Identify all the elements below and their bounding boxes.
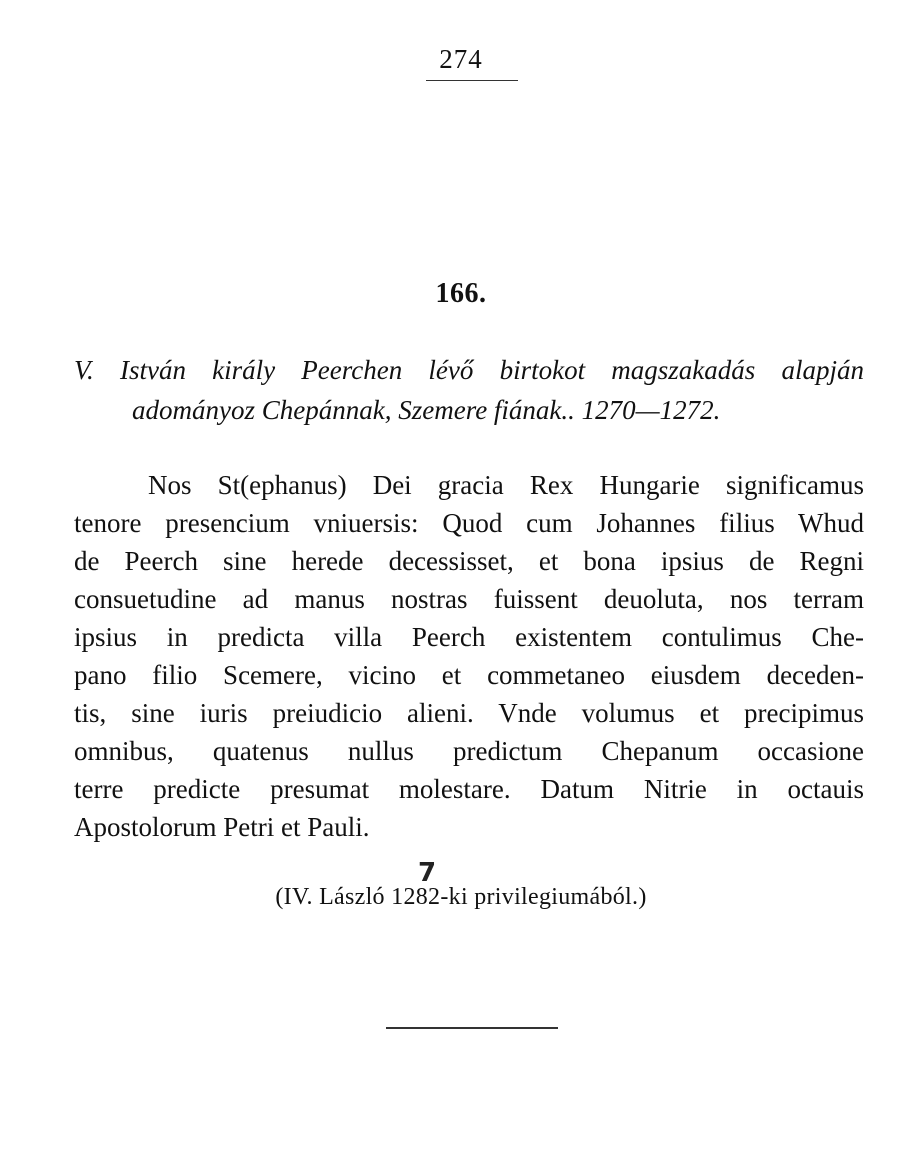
- page-number-rule: [426, 80, 518, 81]
- source-note: (IV. László 1282-ki privilegiumából.): [275, 884, 647, 910]
- document-number: 166.: [435, 278, 487, 309]
- page-number: 274: [439, 44, 483, 74]
- text-line: de Peerch sine herede decessisset, et bona ipsius de Regni: [74, 546, 864, 576]
- text-line: consuetudine ad manus nostras fuissent deuoluta, nos terram: [74, 584, 864, 614]
- end-rule: [386, 1027, 558, 1029]
- text-line: Nos St(ephanus) Dei gracia Rex Hungarie significamus: [148, 470, 864, 500]
- text-line: tis, sine iuris preiudicio alieni. Vnde volumus et precipimus: [74, 698, 864, 728]
- heading-line-1: V. István király Peerchen lévő birtokot magszakadás alapján: [74, 355, 864, 385]
- heading-line-2: adományoz Chepánnak, Szemere fiának.. 1270—1272.: [132, 395, 721, 425]
- charter-text: [74, 466, 864, 846]
- handwritten-correction: 7: [418, 858, 437, 888]
- text-line: Apostolorum Petri et Pauli.: [74, 812, 370, 842]
- text-line: tenore presencium vniuersis: Quod cum Johannes filius Whud: [74, 508, 864, 538]
- text-line: ipsius in predicta villa Peerch existentem contulimus Che-: [74, 622, 864, 652]
- text-line: pano filio Scemere, vicino et commetaneo eiusdem deceden-: [74, 660, 864, 690]
- text-line: omnibus, quatenus nullus predictum Chepanum occasione: [74, 736, 864, 766]
- text-line: terre predicte presumat molestare. Datum Nitrie in octauis: [74, 774, 864, 804]
- document-heading: [74, 350, 864, 430]
